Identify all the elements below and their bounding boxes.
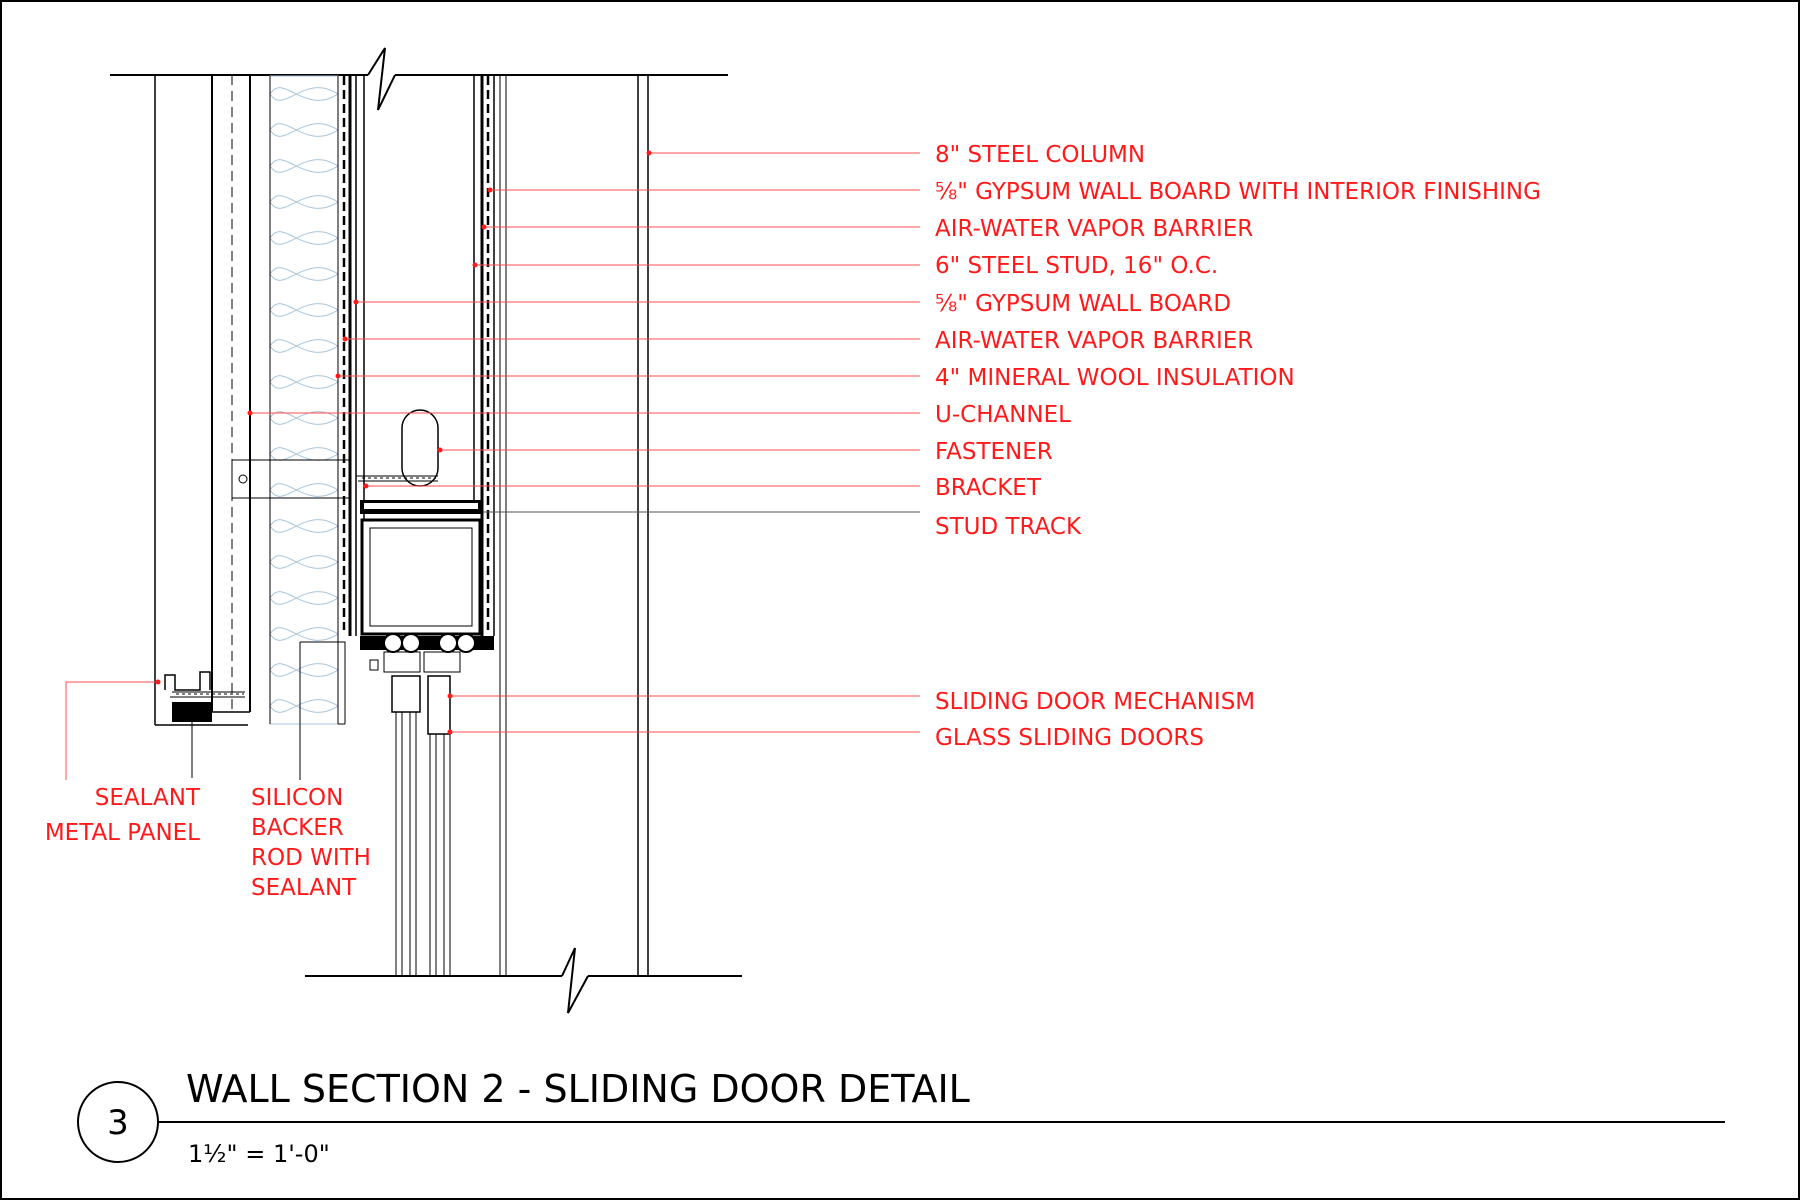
detail-number: 3 [107,1103,129,1143]
label-backer-rod-line-4: SEALANT [251,875,357,901]
break-line-bottom-icon [562,948,588,1013]
label-backer-rod-line-2: BACKER [251,815,344,841]
slotted-hole [402,410,438,486]
label-steel-column: 8" STEEL COLUMN [935,142,1146,168]
drawing-title: WALL SECTION 2 - SLIDING DOOR DETAIL [186,1067,970,1111]
label-sealant: SEALANT [94,785,200,811]
glass-sliding-doors [396,712,450,976]
steel-tube [362,520,480,634]
label-gwb-interior: ⅝" GYPSUM WALL BOARD WITH INTERIOR FINISHING [935,179,1541,205]
label-bracket: BRACKET [935,475,1041,501]
label-backer-rod-line-1: SILICON [251,785,344,811]
mineral-wool-insulation [270,76,338,724]
label-insulation: 4" MINERAL WOOL INSULATION [935,365,1295,391]
leader-lines [66,151,920,781]
label-backer-rod-line-3: ROD WITH [251,845,371,871]
label-door-mechanism: SLIDING DOOR MECHANISM [935,689,1256,715]
label-u-channel: U-CHANNEL [935,402,1071,428]
wall-section-linework [110,48,742,1013]
label-steel-stud: 6" STEEL STUD, 16" O.C. [935,253,1219,279]
label-fastener: FASTENER [935,439,1053,465]
label-vapor-barrier-2: AIR-WATER VAPOR BARRIER [935,328,1254,354]
annotation-labels [45,142,1541,901]
label-glass-doors: GLASS SLIDING DOORS [935,725,1204,751]
title-block [78,1067,1725,1168]
label-metal-panel: METAL PANEL [44,820,200,846]
label-stud-track: STUD TRACK [935,514,1082,540]
label-vapor-barrier-1: AIR-WATER VAPOR BARRIER [935,216,1254,242]
break-line-top-icon [368,48,395,110]
label-gwb: ⅝" GYPSUM WALL BOARD [935,291,1232,317]
metal-panel-block [172,702,212,722]
drawing-scale: 1½" = 1'-0" [188,1140,330,1168]
